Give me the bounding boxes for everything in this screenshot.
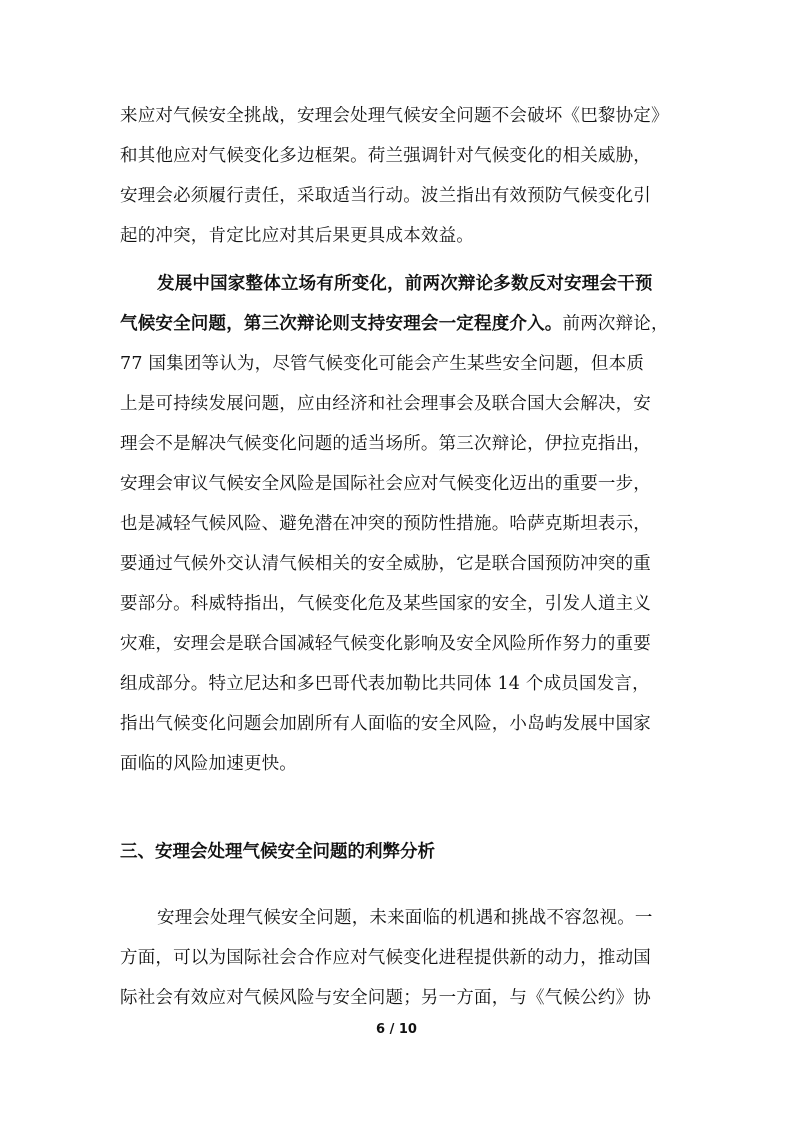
bold-lead-text: 气候安全问题，第三次辩论则支持安理会一定程度介入。 bbox=[120, 314, 563, 334]
paragraph-line: 组成部分。特立尼达和多巴哥代表加勒比共同体 14 个成员国发言， bbox=[120, 674, 650, 694]
paragraph-line: 指出气候变化问题会加剧所有人面临的安全风险，小岛屿发展中国家 bbox=[120, 714, 651, 734]
paragraph-line: 和其他应对气候变化多边框架。荷兰强调针对气候变化的相关威胁， bbox=[120, 146, 651, 166]
paragraph-line: 安理会处理气候安全问题，未来面临的机遇和挑战不容忽视。一 bbox=[157, 908, 653, 928]
paragraph-line: 也是减轻气候风险、避免潜在冲突的预防性措施。哈萨克斯坦表示， bbox=[120, 514, 651, 534]
paragraph-line: 面临的风险加速更快。 bbox=[120, 754, 297, 774]
paragraph-line bbox=[120, 264, 672, 304]
paragraph-line: 安理会审议气候安全风险是国际社会应对气候变化迈出的重要一步， bbox=[120, 474, 651, 494]
paragraph-line: 要部分。科威特指出，气候变化危及某些国家的安全，引发人道主义 bbox=[120, 594, 651, 614]
paragraph-3 bbox=[120, 898, 672, 1018]
page-number: 6 / 10 bbox=[376, 1022, 417, 1037]
paragraph-line bbox=[120, 304, 672, 344]
paragraph-text: 前两次辩论， bbox=[562, 314, 669, 334]
paragraph-1 bbox=[120, 96, 672, 256]
bold-lead-text: 发展中国家整体立场有所变化，前两次辩论多数反对安理会干预 bbox=[157, 274, 653, 294]
paragraph-line: 上是可持续发展问题，应由经济和社会理事会及联合国大会解决，安 bbox=[120, 394, 651, 414]
paragraph-line: 灾难，安理会是联合国减轻气候变化影响及安全风险所作努力的重要 bbox=[120, 634, 651, 654]
paragraph-line: 方面，可以为国际社会合作应对气候变化进程提供新的动力，推动国 bbox=[120, 948, 651, 968]
paragraph-line: 安理会必须履行责任，采取适当行动。波兰指出有效预防气候变化引 bbox=[120, 186, 651, 206]
paragraph-line: 要通过气候外交认清气候相关的安全威胁，它是联合国预防冲突的重 bbox=[120, 554, 651, 574]
section-heading: 三、安理会处理气候安全问题的利弊分析 bbox=[120, 842, 435, 862]
paragraph-line: 起的冲突，肯定比应对其后果更具成本效益。 bbox=[120, 226, 474, 246]
paragraph-line: 际社会有效应对气候风险与安全问题；另一方面，与《气候公约》协 bbox=[120, 988, 651, 1008]
paragraph-line: 来应对气候安全挑战，安理会处理气候安全问题不会破坏《巴黎协定》 bbox=[120, 106, 669, 126]
paragraph-line: 77 国集团等认为，尽管气候变化可能会产生某些安全问题，但本质 bbox=[120, 354, 645, 374]
paragraph-line: 理会不是解决气候变化问题的适当场所。第三次辩论，伊拉克指出， bbox=[120, 434, 651, 454]
paragraph-2 bbox=[120, 264, 672, 784]
